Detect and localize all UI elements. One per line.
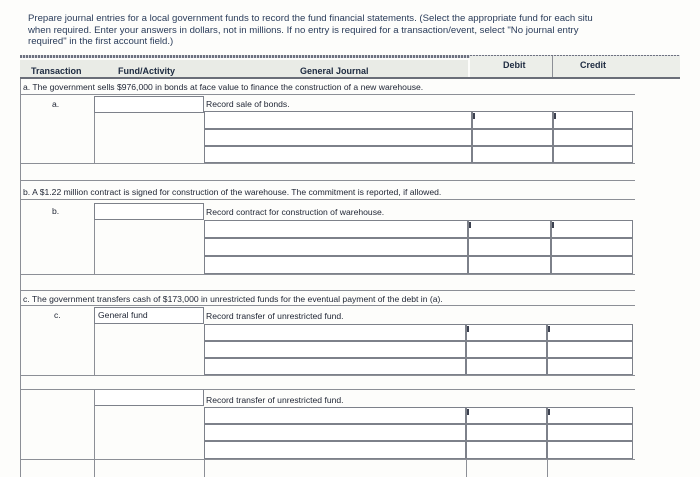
section-b-account-2[interactable] <box>204 238 468 256</box>
section-a-credit-3[interactable] <box>553 146 633 163</box>
section-c2-debit-tick <box>467 409 469 415</box>
section-b-credit-2[interactable] <box>551 238 633 256</box>
section-c2-debit-1[interactable] <box>466 407 547 424</box>
amount-header <box>470 56 680 77</box>
section-a-fund-col <box>94 113 95 163</box>
header-transaction: Transaction <box>31 66 82 76</box>
section-a-rule <box>20 94 635 95</box>
section-c-debit-3[interactable] <box>466 358 547 375</box>
section-a-debit-2[interactable] <box>472 129 553 146</box>
section-c2-debit-2[interactable] <box>466 424 547 441</box>
header-debit: Debit <box>503 60 526 70</box>
section-b-end-rule <box>20 290 635 291</box>
section-c2-credit-1[interactable] <box>547 407 633 424</box>
section-c-account-2[interactable] <box>204 341 466 358</box>
section-b-credit-3[interactable] <box>551 256 633 274</box>
section-b-rule <box>20 199 635 200</box>
instructions <box>28 13 700 48</box>
section-c2-account-col-tail <box>204 459 205 477</box>
section-a-credit-2[interactable] <box>553 129 633 146</box>
instructions-line-2: when required. Enter your answers in dollars, not in millions. If no entry is required for a transaction/event, select "No journal entry <box>28 24 579 36</box>
section-c-debit-tick <box>467 326 469 332</box>
section-a-account-2[interactable] <box>204 129 472 146</box>
instructions-line-1: Prepare journal entries for a local government funds to record the fund financial statements. (Select the appropriate fund for each situ <box>28 13 593 24</box>
section-c2-memo: Record transfer of unrestricted fund. <box>206 395 344 405</box>
section-c-debit-1[interactable] <box>466 324 547 341</box>
section-c-credit-1[interactable] <box>547 324 633 341</box>
section-b-description: b. A $1.22 million contract is signed for construction of the warehouse. The commitment is reported, if allowed. <box>23 187 442 197</box>
table-left-border <box>20 60 21 477</box>
section-b-credit-tick <box>552 222 554 228</box>
section-c2-account-1[interactable] <box>204 407 466 424</box>
section-b-debit-2[interactable] <box>468 238 551 256</box>
section-c2-debit-3[interactable] <box>466 441 547 459</box>
section-c2-credit-tick <box>548 409 550 415</box>
section-a-debit-tick <box>473 113 475 119</box>
section-a-end-rule <box>20 180 635 181</box>
section-c-memo: Record transfer of unrestricted fund. <box>206 311 344 321</box>
section-c-credit-tick <box>548 326 550 332</box>
section-c2-bottom-rule <box>20 459 635 460</box>
section-c-credit-2[interactable] <box>547 341 633 358</box>
section-a-credit-1[interactable] <box>553 111 633 129</box>
section-c-debit-2[interactable] <box>466 341 547 358</box>
section-a-memo: Record sale of bonds. <box>206 99 290 109</box>
section-c2-credit-2[interactable] <box>547 424 633 441</box>
section-c-account-1[interactable] <box>204 324 466 341</box>
instructions-line-3: required" in the first account field.) <box>28 36 174 47</box>
header-divider <box>552 56 553 77</box>
section-c2-credit-3[interactable] <box>547 441 633 459</box>
section-b-account-3[interactable] <box>204 256 468 274</box>
section-b-bottom-rule <box>20 274 635 275</box>
section-a-bottom-rule <box>20 163 635 164</box>
section-c2-credit-col-tail <box>547 459 548 477</box>
section-c-fund-col <box>94 324 95 375</box>
section-a-label: a. <box>52 99 60 109</box>
section-c2-account-3[interactable] <box>204 441 466 459</box>
section-c-fund-value: General fund <box>98 310 148 320</box>
section-b-debit-tick <box>469 222 471 228</box>
section-a-fund-select[interactable] <box>94 96 204 113</box>
section-b-debit-1[interactable] <box>468 220 551 238</box>
section-b-credit-1[interactable] <box>551 220 633 238</box>
section-a-account-1[interactable] <box>204 111 472 129</box>
section-c-fund-select[interactable] <box>94 307 204 324</box>
section-b-memo: Record contract for construction of warehouse. <box>206 207 385 217</box>
section-a-debit-1[interactable] <box>472 111 553 129</box>
section-c2-top-rule <box>20 389 635 390</box>
section-c2-account-2[interactable] <box>204 424 466 441</box>
header-fund-activity: Fund/Activity <box>118 66 176 76</box>
section-b-label: b. <box>52 206 60 216</box>
section-b-account-1[interactable] <box>204 220 468 238</box>
section-a-debit-3[interactable] <box>472 146 553 163</box>
section-c-credit-3[interactable] <box>547 358 633 375</box>
journal-header <box>20 60 468 77</box>
header-bottom-line <box>20 77 680 79</box>
section-c2-fund-select[interactable] <box>94 389 204 406</box>
section-a-credit-tick <box>554 113 556 119</box>
section-a-description: a. The government sells $976,000 in bonds at face value to finance the construction of a new warehouse. <box>23 82 424 92</box>
section-b-debit-3[interactable] <box>468 256 551 274</box>
section-b-fund-select[interactable] <box>94 203 204 220</box>
header-general-journal: General Journal <box>300 66 369 76</box>
section-c-mid-rule <box>20 375 635 376</box>
header-credit: Credit <box>580 60 607 70</box>
section-c-label: c. <box>54 310 61 320</box>
section-c-rule <box>20 305 635 306</box>
section-a-account-3[interactable] <box>204 146 472 163</box>
section-c2-debit-col-tail <box>466 459 467 477</box>
section-c-account-3[interactable] <box>204 358 466 375</box>
section-c2-fund-col <box>94 389 95 477</box>
section-c-description: c. The government transfers cash of $173,000 in unrestricted funds for the eventual payment of the debt in (a). <box>23 294 443 304</box>
section-b-fund-col <box>94 220 95 274</box>
